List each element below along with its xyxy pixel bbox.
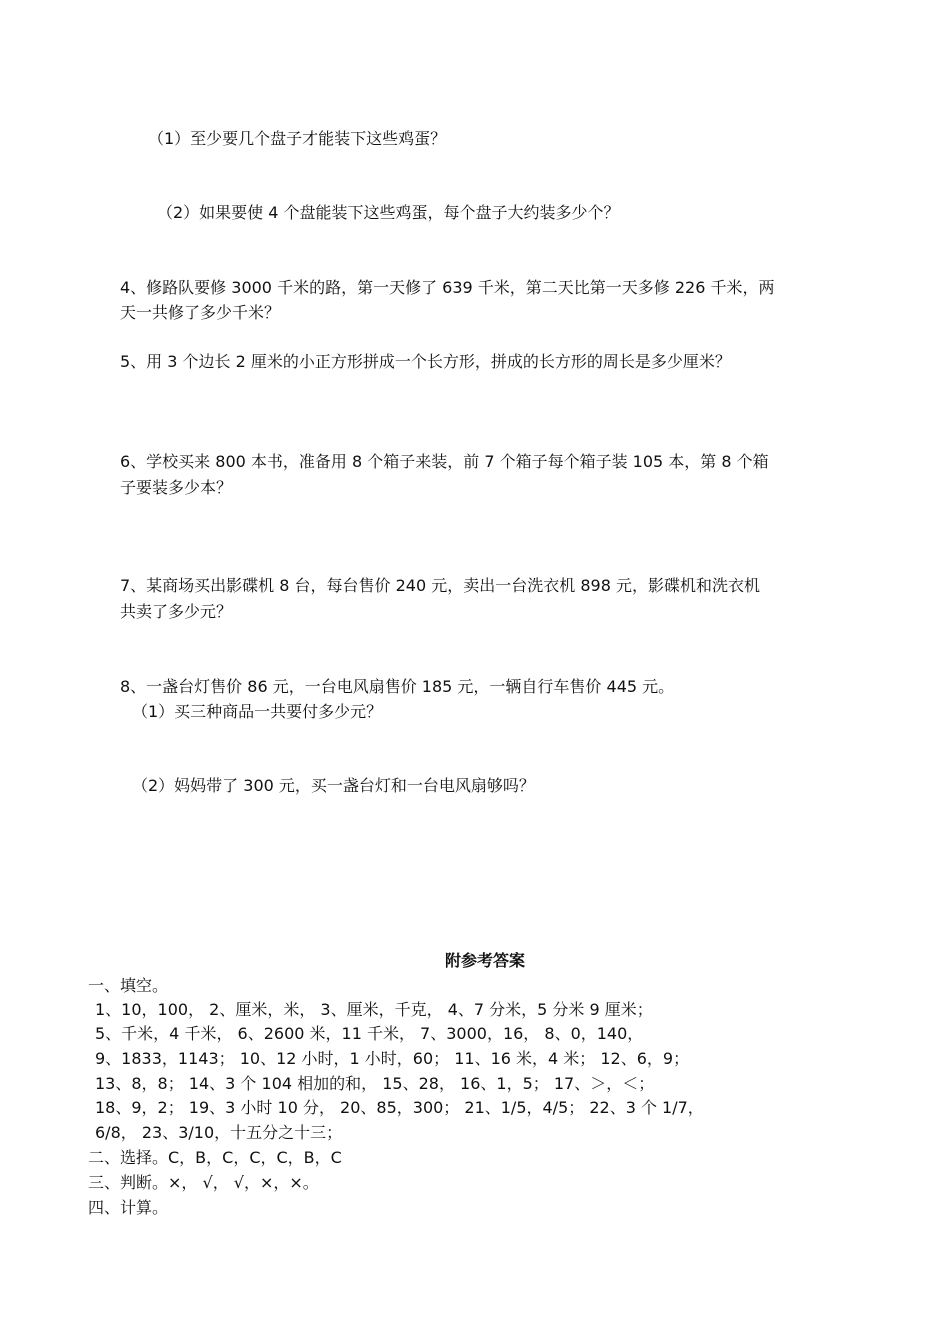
q8-sub2: （2）妈妈带了 300 元，买一盏台灯和一台电风扇够吗？ bbox=[132, 776, 535, 795]
q8-sub1: （1）买三种商品一共要付多少元？ bbox=[132, 702, 383, 721]
q6-line2: 子要装多少本？ bbox=[120, 478, 233, 497]
q4-line1: 4、修路队要修 3000 千米的路，第一天修了 639 千米，第二天比第一天多修 226 千米，两 bbox=[120, 278, 775, 297]
q4-line2: 天一共修了多少千米？ bbox=[120, 303, 281, 322]
answers-row: 6/8， 23、3/10，十五分之十三； bbox=[95, 1123, 343, 1142]
answers-section-choice: 二、选择。C，B，C，C，C，B，C bbox=[88, 1148, 342, 1167]
answers-title: 附参考答案 bbox=[445, 951, 526, 970]
answers-row: 5、千米，4 千米， 6、2600 米，11 千米， 7、3000，16， 8、0，140， bbox=[95, 1024, 644, 1043]
q8: 8、一盏台灯售价 86 元，一台电风扇售价 185 元，一辆自行车售价 445 元。 bbox=[120, 677, 675, 696]
answers-row: 13、8，8； 14、3 个 104 相加的和， 15、28， 16、1，5； 17、＞，＜； bbox=[95, 1074, 655, 1093]
answers-row: 18、9，2； 19、3 小时 10 分， 20、85，300； 21、1/5，4/5； 22、3 个 1/7， bbox=[95, 1098, 704, 1117]
answers-section-judge: 三、判断。×， √， √，×，×。 bbox=[88, 1173, 319, 1192]
q5: 5、用 3 个边长 2 厘米的小正方形拼成一个长方形，拼成的长方形的周长是多少厘米？ bbox=[120, 352, 731, 371]
answers-row: 9、1833，1143； 10、12 小时，1 小时，60； 11、16 米，4 米； 12、6，9； bbox=[95, 1049, 690, 1068]
q7-line1: 7、某商场买出影碟机 8 台，每台售价 240 元，卖出一台洗衣机 898 元，影碟机和洗衣机 bbox=[120, 576, 760, 595]
q3-sub2: （2）如果要使 4 个盘能装下这些鸡蛋，每个盘子大约装多少个？ bbox=[157, 203, 620, 222]
q3-sub1: （1）至少要几个盘子才能装下这些鸡蛋？ bbox=[148, 129, 447, 148]
answers-section-fill: 一、填空。 bbox=[88, 976, 169, 995]
answers-section-calc: 四、计算。 bbox=[88, 1198, 169, 1217]
q6-line1: 6、学校买来 800 本书，准备用 8 个箱子来装，前 7 个箱子每个箱子装 105 本，第 8 个箱 bbox=[120, 452, 769, 471]
q7-line2: 共卖了多少元？ bbox=[120, 602, 233, 621]
answers-row: 1、10，100， 2、厘米，米， 3、厘米，千克， 4、7 分米，5 分米 9 厘米； bbox=[95, 1000, 653, 1019]
